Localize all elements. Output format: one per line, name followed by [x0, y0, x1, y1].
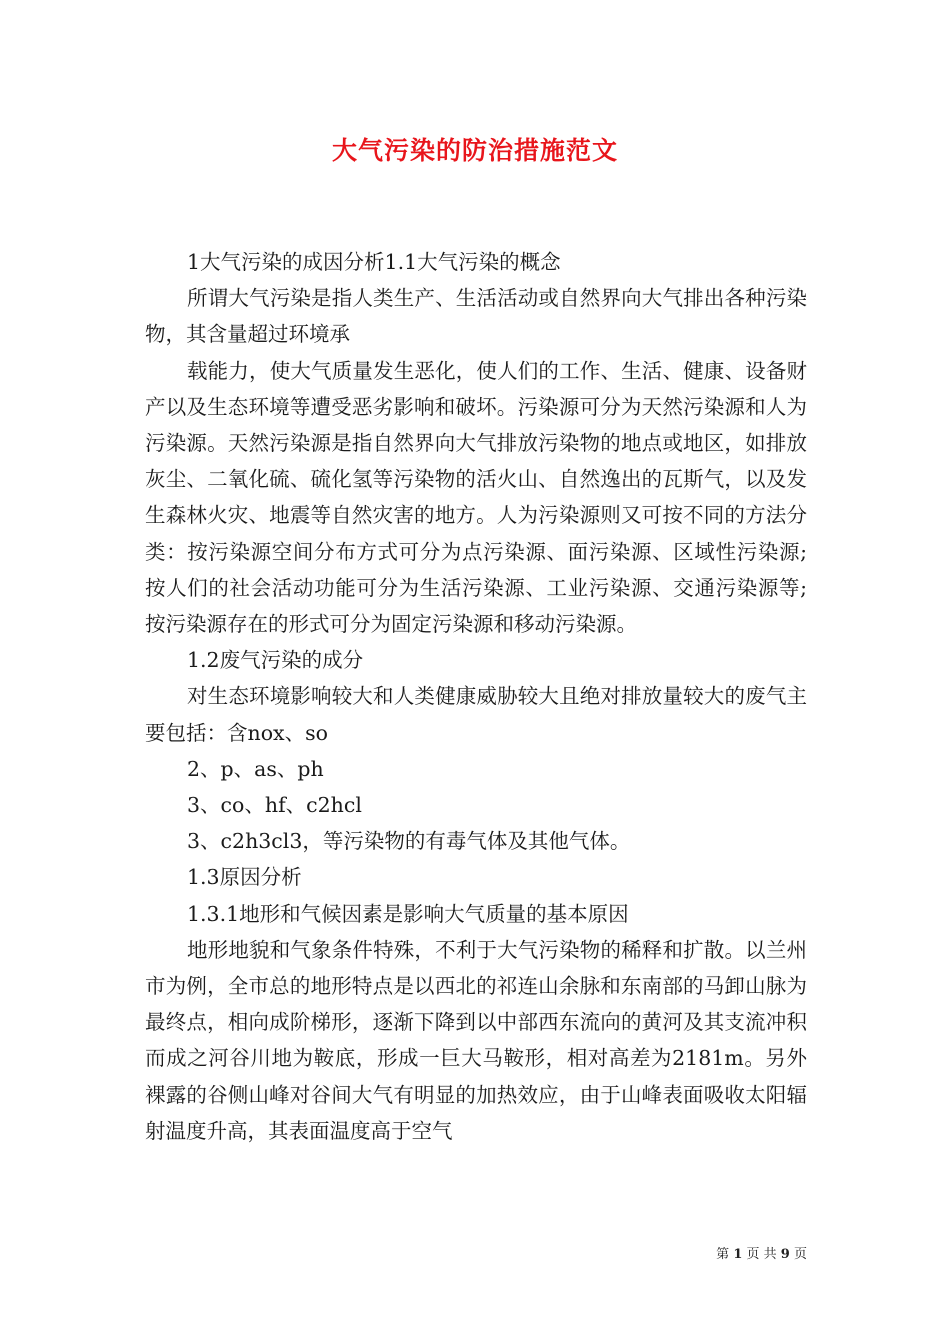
page-number-footer	[716, 1246, 807, 1264]
footer-suffix: 页	[793, 1247, 807, 1262]
total-pages-number: 9	[780, 1247, 790, 1262]
paragraph: 3、co、hf、c2hcl	[187, 793, 362, 818]
paragraph: 1大气污染的成因分析1.1大气污染的概念	[187, 250, 561, 274]
current-page-number: 1	[733, 1247, 743, 1262]
paragraph: 1.3原因分析	[187, 865, 302, 890]
document-title: 大气污染的防治措施范文	[331, 136, 618, 165]
paragraph: 2、p、as、ph	[187, 756, 324, 781]
paragraph: 所谓大气污染是指人类生产、生活活动或自然界向大气排出各种污染物，其含量超过环境承	[145, 286, 807, 347]
paragraph: 载能力，使大气质量发生恶化，使人们的工作、生活、健康、设备财产以及生态环境等遭受恶劣影响和破坏。污染源可分为天然污染源和人为污染源。天然污染源是指自然界向大气排放污染物的地点或地区，如排放灰尘、二氧化硫、硫化氢等污染物的活火山、自然逸出的瓦斯气，以及发生森林火灾、地震等自然灾害的地方。人为污染源则又可按不同的方法分类：按污染源空间分布方式可分为点污染源、面污染源、区域性污染源;按人们的社会活动功能可分为生活污染源、工业污染源、交通污染源等;按污染源存在的形式可分为固定污染源和移动污染源。	[145, 358, 807, 637]
paragraph: 1.3.1地形和气候因素是影响大气质量的基本原因	[187, 901, 629, 926]
document-body	[145, 244, 807, 1149]
footer-prefix: 第	[716, 1247, 730, 1262]
footer-middle: 页 共	[746, 1247, 777, 1262]
paragraph: 地形地貌和气象条件特殊，不利于大气污染物的稀释和扩散。以兰州市为例，全市总的地形特点是以西北的祁连山余脉和东南部的马卸山脉为最终点，相向成阶梯形，逐渐下降到以中部西东流向的黄河及其支流冲积而成之河谷川地为鞍底，形成一巨大马鞍形，相对高差为2181m。另外裸露的谷侧山峰对谷间大气有明显的加热效应，由于山峰表面吸收太阳辐射温度升高，其表面温度高于空气	[145, 937, 807, 1143]
paragraph: 3、c2h3cl3，等污染物的有毒气体及其他气体。	[187, 829, 631, 854]
paragraph: 对生态环境影响较大和人类健康威胁较大且绝对排放量较大的废气主要包括：含nox、so	[145, 684, 807, 745]
paragraph: 1.2废气污染的成分	[187, 648, 364, 673]
